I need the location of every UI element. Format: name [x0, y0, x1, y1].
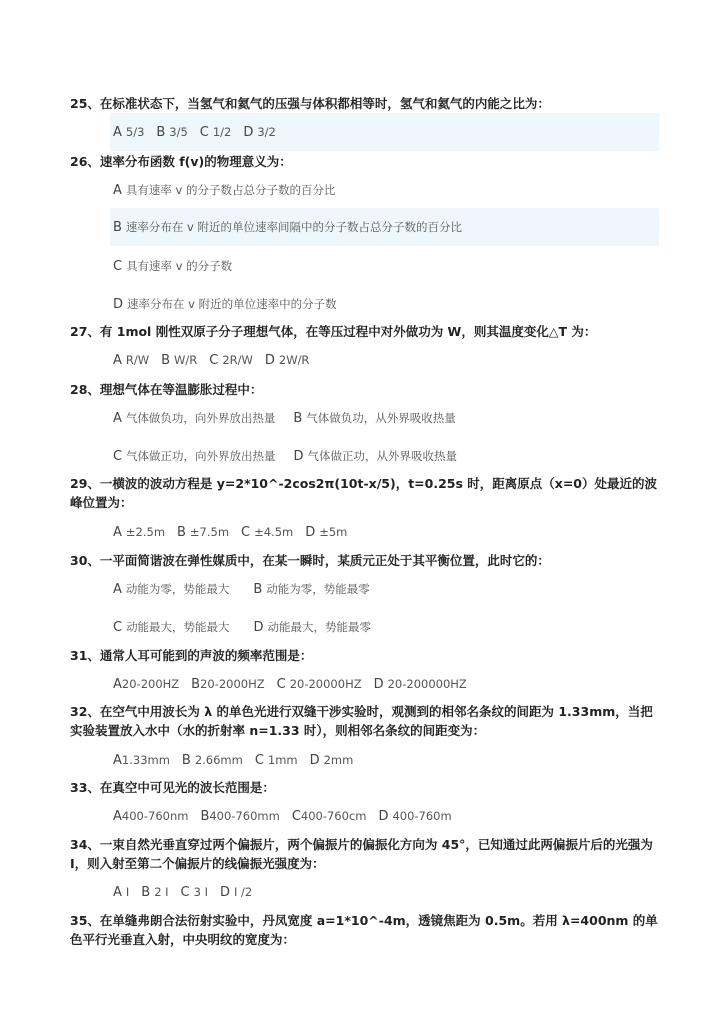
question-29-options: A ±2.5m B ±7.5m C ±4.5m D ±5m [113, 525, 348, 540]
question-26-option-b: B 速率分布在 v 附近的单位速率间隔中的分子数占总分子数的百分比 [110, 208, 659, 246]
question-28-options-ab: A 气体做负功，向外界放出热量 B 气体做负功，从外界吸收热量 [113, 411, 456, 426]
question-26-option-a: A 具有速率 v 的分子数占总分子数的百分比 [113, 183, 336, 198]
question-34-text: 34、一束自然光垂直穿过两个偏振片，两个偏振片的偏振化方向为 45°，已知通过此两偏振片后的光强为 I，则入射至第二个偏振片的线偏振光强度为： [70, 837, 653, 871]
question-32-text: 32、在空气中用波长为 λ 的单色光进行双缝干涉实验时，观测到的相邻名条纹的间距为 1.33mm，当把实验装置放入水中（水的折射率 n=1.33 时），则相邻名条纹的间距变为： [70, 704, 653, 738]
question-25-options: A 5/3 B 3/5 C 1/2 D 3/2 [110, 113, 659, 151]
question-27-options: A R/W B W/R C 2R/W D 2W/R [113, 353, 310, 368]
question-28-options-cd: C 气体做正功，向外界放出热量 D 气体做正功，从外界吸收热量 [113, 449, 458, 464]
question-26-option-d: D 速率分布在 v 附近的单位速率中的分子数 [113, 297, 337, 312]
question-34-options: A I B 2 I C 3 I D I /2 [113, 885, 253, 900]
question-25-text: 25、在标准状态下，当氢气和氦气的压强与体积都相等时，氢气和氦气的内能之比为： [70, 96, 550, 111]
question-26-text: 26、速率分布函数 f(v)的物理意义为： [70, 154, 292, 169]
question-28-text: 28、理想气体在等温膨胀过程中： [70, 382, 263, 397]
question-33-options: A400-760nm B400-760mm C400-760cm D 400-760m [113, 809, 452, 824]
question-35-text: 35、在单缝弗朗合法衍射实验中，丹凤宽度 a=1*10^-4m，透镜焦距为 0.5m。若用 λ=400nm 的单色平行光垂直入射，中央明纹的宽度为： [70, 913, 658, 947]
question-30-options-ab: A 动能为零，势能最大 B 动能为零，势能最零 [113, 582, 370, 597]
question-31-text: 31、通常人耳可能到的声波的频率范围是： [70, 648, 313, 663]
question-31-options: A20-200HZ B20-2000HZ C 20-20000HZ D 20-200000HZ [113, 677, 467, 692]
question-32-options: A1.33mm B 2.66mm C 1mm D 2mm [113, 753, 354, 768]
question-30-text: 30、一平面简谐波在弹性媒质中，在某一瞬时，某质元正处于其平衡位置，此时它的： [70, 553, 550, 568]
question-27-text: 27、有 1mol 刚性双原子分子理想气体，在等压过程中对外做功为 W，则其温度变化△T 为： [70, 324, 597, 339]
question-29-text: 29、一横波的波动方程是 y=2*10^-2cos2π(10t-x/5)，t=0.25s 时，距离原点（x=0）处最近的波峰位置为： [70, 476, 658, 510]
question-33-text: 33、在真空中可见光的波长范围是： [70, 780, 275, 795]
question-26-option-c: C 具有速率 v 的分子数 [113, 259, 233, 274]
question-30-options-cd: C 动能最大，势能最大 D 动能最大，势能最零 [113, 620, 372, 635]
